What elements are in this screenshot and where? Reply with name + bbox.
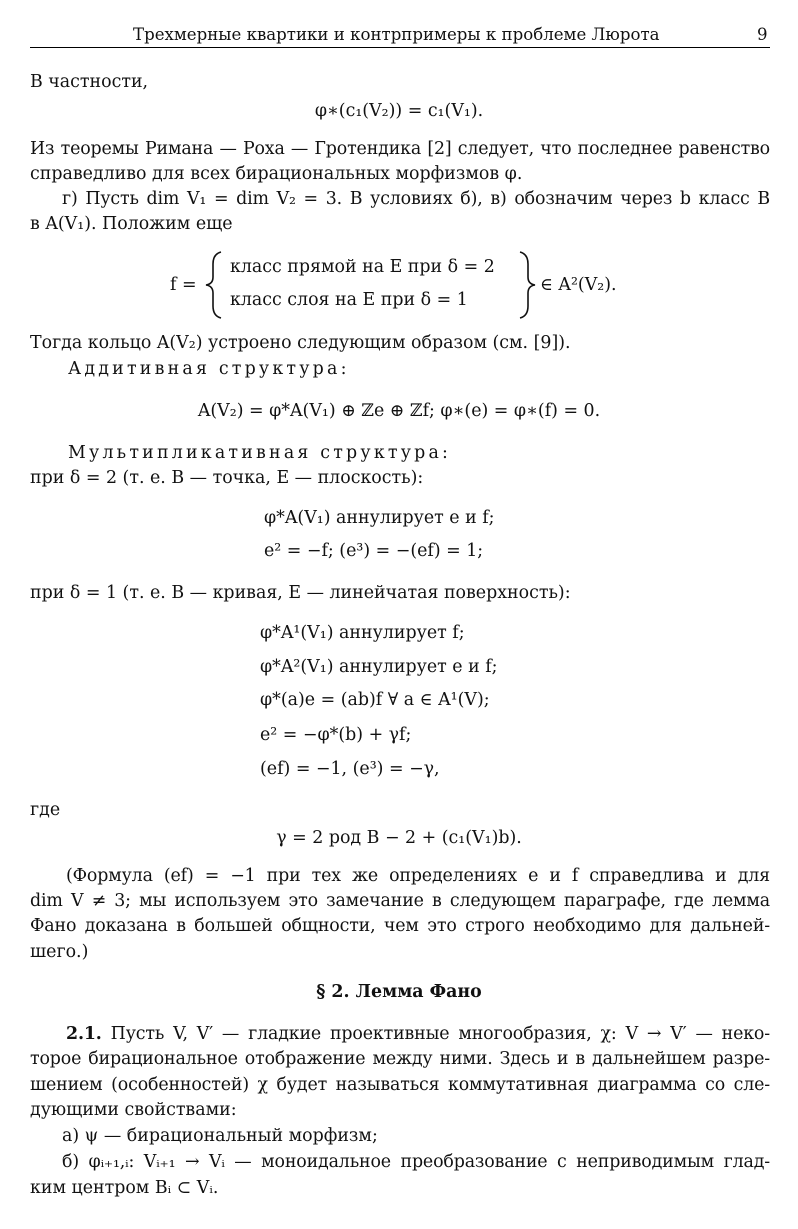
text-line: дующими свойствами: [30, 1100, 237, 1120]
equation-line: (ef) = −1, (e³) = −γ, [260, 759, 440, 779]
equation-line: e² = −φ*(b) + γf; [260, 725, 412, 745]
header-rule [30, 47, 770, 48]
text-line: шего.) [30, 942, 89, 962]
text-line: при δ = 2 (т. е. B — точка, E — плоскость): [30, 468, 424, 488]
equation-line: φ*A¹(V₁) аннулирует f; [260, 623, 465, 643]
text-line: Фано доказана в большей общности, чем это строго необходимо для дальней- [30, 916, 770, 936]
text-line: г) Пусть dim V₁ = dim V₂ = 3. В условиях б), в) обозначим через b класс B [62, 189, 770, 209]
text-line: Тогда кольцо A(V₂) устроено следующим образом (см. [9]). [30, 333, 571, 353]
equation-line: φ*(a)e = (ab)f ∀ a ∈ A¹(V); [260, 690, 490, 710]
text-line: где [30, 800, 61, 820]
text-line: (Формула (ef) = −1 при тех же определениях e и f справедлива и для [66, 866, 770, 886]
text-line: торое бирациональное отображение между ними. Здесь и в дальнейшем разре- [30, 1049, 770, 1069]
page-number: 9 [757, 25, 768, 44]
equation-line: φ*A²(V₁) аннулирует e и f; [260, 657, 498, 677]
text-line: шением (особенностей) χ будет называться коммутативная диаграмма со сле- [30, 1075, 770, 1095]
text-line: Из теоремы Римана — Роха — Гротендика [2] следует, что последнее равенство [30, 139, 770, 159]
subheading: Аддитивная структура: [68, 359, 350, 379]
text-line: В частности, [30, 72, 149, 92]
text-line: ким центром Bᵢ ⊂ Vᵢ. [30, 1178, 219, 1198]
section-heading: § 2. Лемма Фано [316, 982, 482, 1002]
equation-line: e² = −f; (e³) = −(ef) = 1; [264, 541, 484, 561]
equation-lhs: f = [170, 275, 197, 295]
left-brace [204, 250, 226, 320]
text-line: при δ = 1 (т. е. B — кривая, E — линейчатая поверхность): [30, 583, 571, 603]
equation-line: φ*A(V₁) аннулирует e и f; [264, 508, 495, 528]
equation: γ = 2 род B − 2 + (c₁(V₁)b). [276, 828, 522, 848]
paragraph-number: 2.1. [66, 1024, 102, 1044]
subheading: Мультипликативная структура: [68, 443, 452, 463]
running-title: Трехмерные квартики и контрпримеры к проблеме Люрота [133, 25, 660, 44]
equation: φ∗(c₁(V₂)) = c₁(V₁). [314, 101, 484, 121]
text-line: справедливо для всех бирациональных морфизмов φ. [30, 164, 523, 184]
text-line: в A(V₁). Положим еще [30, 214, 233, 234]
right-brace [516, 250, 538, 320]
list-item: а) ψ — бирациональный морфизм; [62, 1126, 378, 1146]
equation: A(V₂) = φ*A(V₁) ⊕ ℤe ⊕ ℤf; φ∗(e) = φ∗(f) = 0. [197, 401, 601, 421]
case-line: класс слоя на E при δ = 1 [230, 290, 468, 310]
equation-rhs: ∈ A²(V₂). [540, 275, 617, 295]
case-line: класс прямой на E при δ = 2 [230, 257, 495, 277]
text-line: 2.1. Пусть V, V′ — гладкие проективные многообразия, χ: V → V′ — неко- [66, 1024, 770, 1044]
text-line: dim V ≠ 3; мы используем это замечание в следующем параграфе, где лемма [30, 891, 770, 911]
list-item: б) φᵢ₊₁,ᵢ: Vᵢ₊₁ → Vᵢ — моноидальное преобразование с неприводимым глад- [62, 1152, 770, 1172]
